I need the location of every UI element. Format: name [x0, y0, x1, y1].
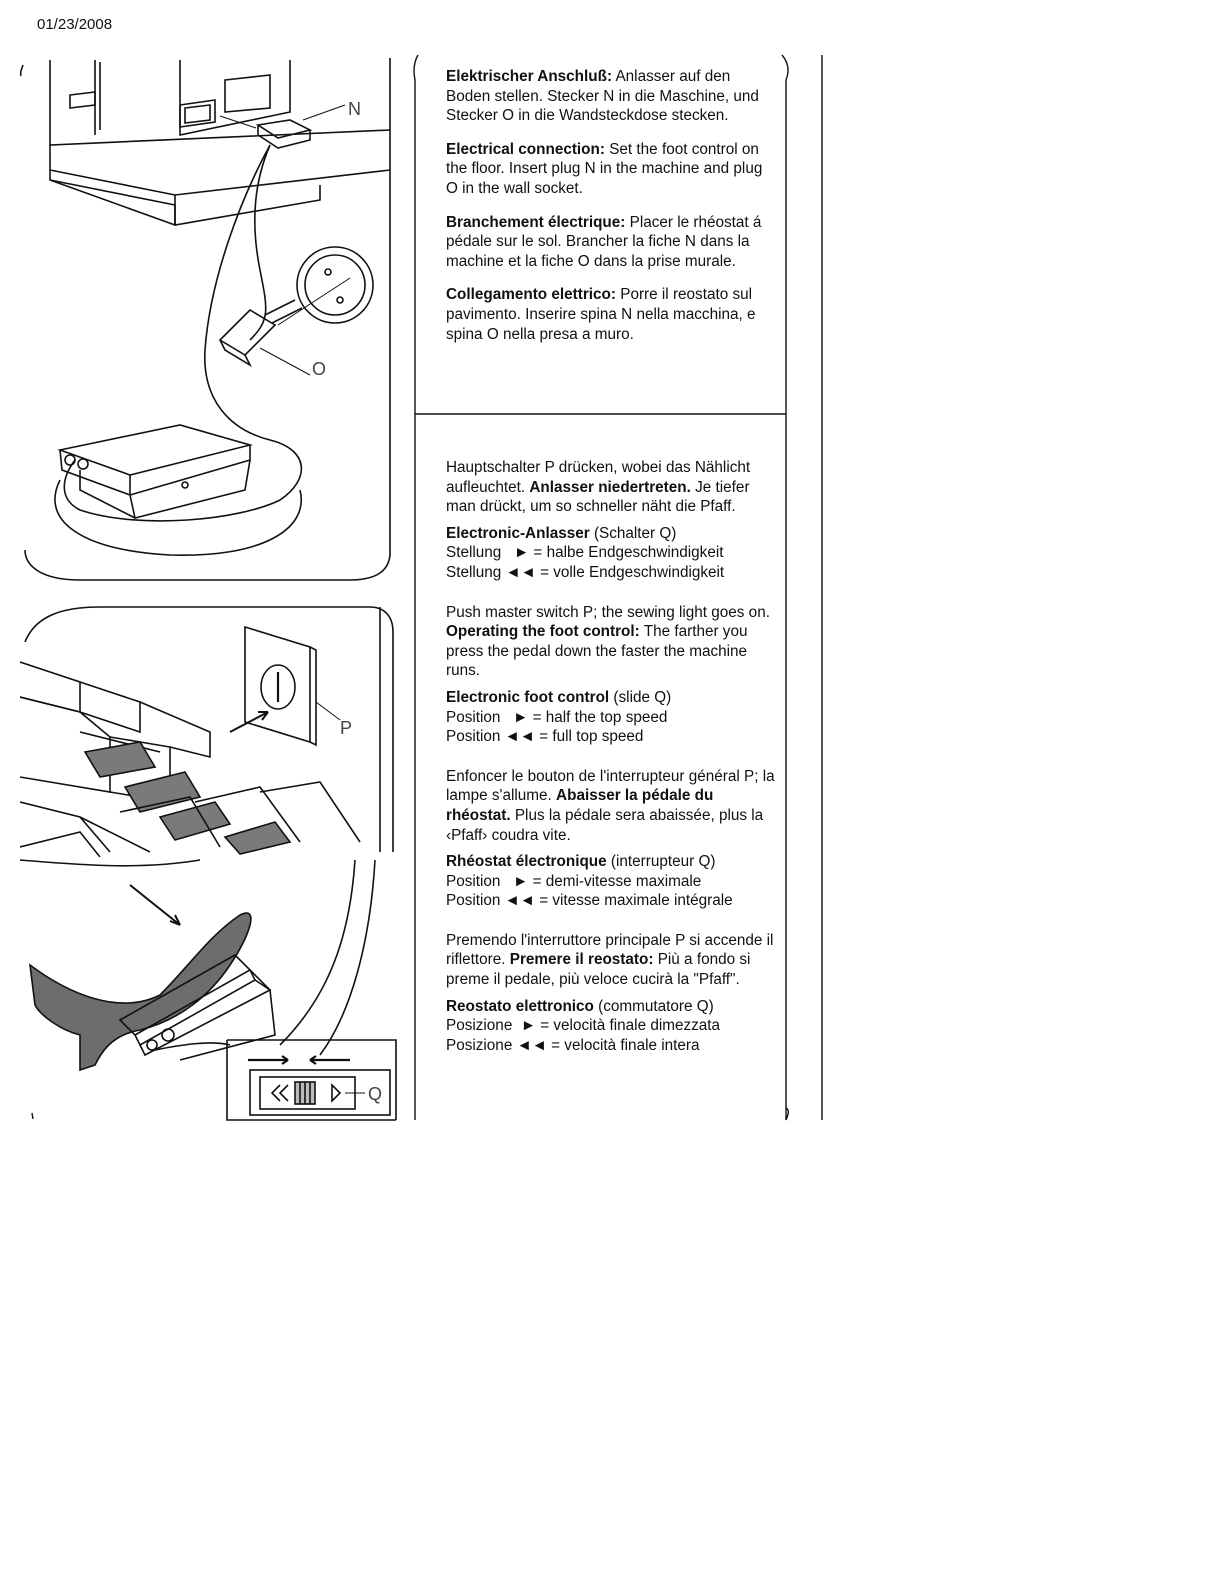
section2-fr-ctrl-heading: Rhéostat électronique	[446, 853, 607, 871]
section1-en	[446, 140, 776, 199]
section2-fr-ctrl-note: (interrupteur Q)	[610, 853, 716, 871]
section2-en-pos-label: Position	[446, 708, 501, 726]
section2-en-pos2: = full top speed	[539, 728, 644, 746]
section1-fr-body: Placer le rhéostat á pédale sur le sol. Brancher la fiche N dans la machine et la fiche O dans la prise murale.	[446, 213, 762, 270]
section2-en-intro-bold: Operating the foot control:	[446, 623, 640, 641]
section2-it-pos2: = velocità finale intera	[551, 1036, 700, 1054]
label-n: N	[348, 99, 361, 119]
section2-en-pos1: = half the top speed	[532, 708, 668, 726]
section1-it	[446, 285, 776, 344]
section2-fr-pos-label-2: Position	[446, 892, 501, 910]
section1-de	[446, 67, 776, 126]
section2-fr-control	[446, 852, 776, 911]
page-date: 01/23/2008	[37, 16, 113, 33]
section2-de-intro1: Hauptschalter P drücken, wobei das Nählicht aufleuchtet.	[446, 459, 751, 496]
section1-it-body: Porre il reostato sul pavimento. Inserire spina N nella macchina, e spina O nella presa a muro.	[446, 286, 756, 343]
section1-fr	[446, 213, 776, 272]
section1-de-heading: Elektrischer Anschluß:	[446, 68, 613, 85]
section1-fr-heading: Branchement électrique:	[446, 213, 626, 231]
section2-de-pos1: = halbe Endgeschwindigkeit	[533, 544, 724, 562]
section2-en-ctrl-note: (slide Q)	[613, 688, 672, 706]
foot-pedal-illustration	[20, 855, 400, 1125]
full-speed-symbol: ◄◄	[516, 1036, 547, 1054]
section2-de-intro-bold: Anlasser niedertreten.	[529, 478, 691, 496]
section1-en-heading: Electrical connection:	[446, 140, 605, 158]
section1-it-heading: Collegamento elettrico:	[446, 286, 616, 304]
section2-en-intro2: The farther you press the pedal down the faster the machine runs.	[446, 623, 748, 680]
section2-fr-pos-label: Position	[446, 872, 501, 890]
section2-de-ctrl-heading: Electronic-Anlasser	[446, 524, 590, 542]
section2-fr-intro1: Enfoncer le bouton de l'interrupteur général P; la lampe s'allume.	[446, 767, 775, 805]
electrical-connection-section	[446, 67, 776, 358]
label-p: P	[340, 718, 353, 738]
section1-en-body: Set the foot control on the floor. Insert plug N in the machine and plug O in the wall socket.	[446, 140, 763, 197]
section2-de-pos-label-2: Stellung	[446, 563, 502, 581]
section2-de-pos-label: Stellung	[446, 544, 502, 562]
section2-en-pos-label-2: Position	[446, 728, 501, 746]
section2-en-intro	[446, 603, 776, 681]
foot-control-section	[446, 458, 776, 1075]
section2-fr-intro	[446, 767, 776, 845]
section2-it-control	[446, 997, 776, 1056]
section2-it-intro2: Più a fondo si preme il pedale, più veloce cucirà la "Pfaff".	[446, 951, 751, 989]
section2-it-pos1: = velocità finale dimezzata	[540, 1017, 721, 1035]
section2-de-intro2: Je tiefer man drückt, um so schneller näht die Pfaff.	[446, 478, 750, 516]
section2-de-ctrl-note: (Schalter Q)	[593, 524, 677, 542]
section2-fr-pos1: = demi-vitesse maximale	[532, 872, 702, 890]
full-speed-symbol: ◄◄	[504, 892, 535, 910]
section2-it-pos-label: Posizione	[446, 1017, 513, 1035]
half-speed-symbol: ►	[513, 872, 529, 890]
section2-it-ctrl-note: (commutatore Q)	[598, 997, 714, 1015]
label-q: Q	[368, 1084, 383, 1104]
section2-de-intro	[446, 458, 776, 517]
section2-fr-intro-bold: Abaisser la pédale du rhéostat.	[446, 787, 714, 824]
section2-it-ctrl-heading: Reostato elettronico	[446, 997, 594, 1015]
section2-en-intro1: Push master switch P; the sewing light goes on.	[446, 603, 770, 621]
section2-it-intro-bold: Premere il reostato:	[509, 951, 654, 969]
half-speed-symbol: ►	[514, 544, 530, 562]
section2-fr-pos2: = vitesse maximale intégrale	[539, 892, 733, 910]
section2-it-intro	[446, 931, 776, 990]
section2-de-pos2: = volle Endgeschwindigkeit	[540, 563, 725, 581]
section2-it-pos-label-2: Posizione	[446, 1036, 513, 1054]
full-speed-symbol: ◄◄	[505, 563, 536, 581]
section2-en-ctrl-heading: Electronic foot control	[446, 688, 610, 706]
half-speed-symbol: ►	[520, 1017, 536, 1035]
master-switch-illustration	[20, 602, 400, 857]
section1-de-body: Anlasser auf den Boden stellen. Stecker N in die Maschine, und Stecker O in die Wandsteckdose stecken.	[446, 68, 759, 125]
section2-fr-intro2: Plus la pédale sera abaissée, plus la ‹Pfaff› coudra vite.	[446, 806, 764, 844]
half-speed-symbol: ►	[513, 708, 529, 726]
electrical-connection-illustration	[20, 50, 400, 590]
full-speed-symbol: ◄◄	[504, 728, 535, 746]
section2-en-control	[446, 688, 776, 747]
section2-it-intro1: Premendo l'interruttore principale P si accende il riflettore.	[446, 931, 774, 969]
label-o: O	[312, 359, 327, 379]
section2-de-control	[446, 524, 776, 583]
